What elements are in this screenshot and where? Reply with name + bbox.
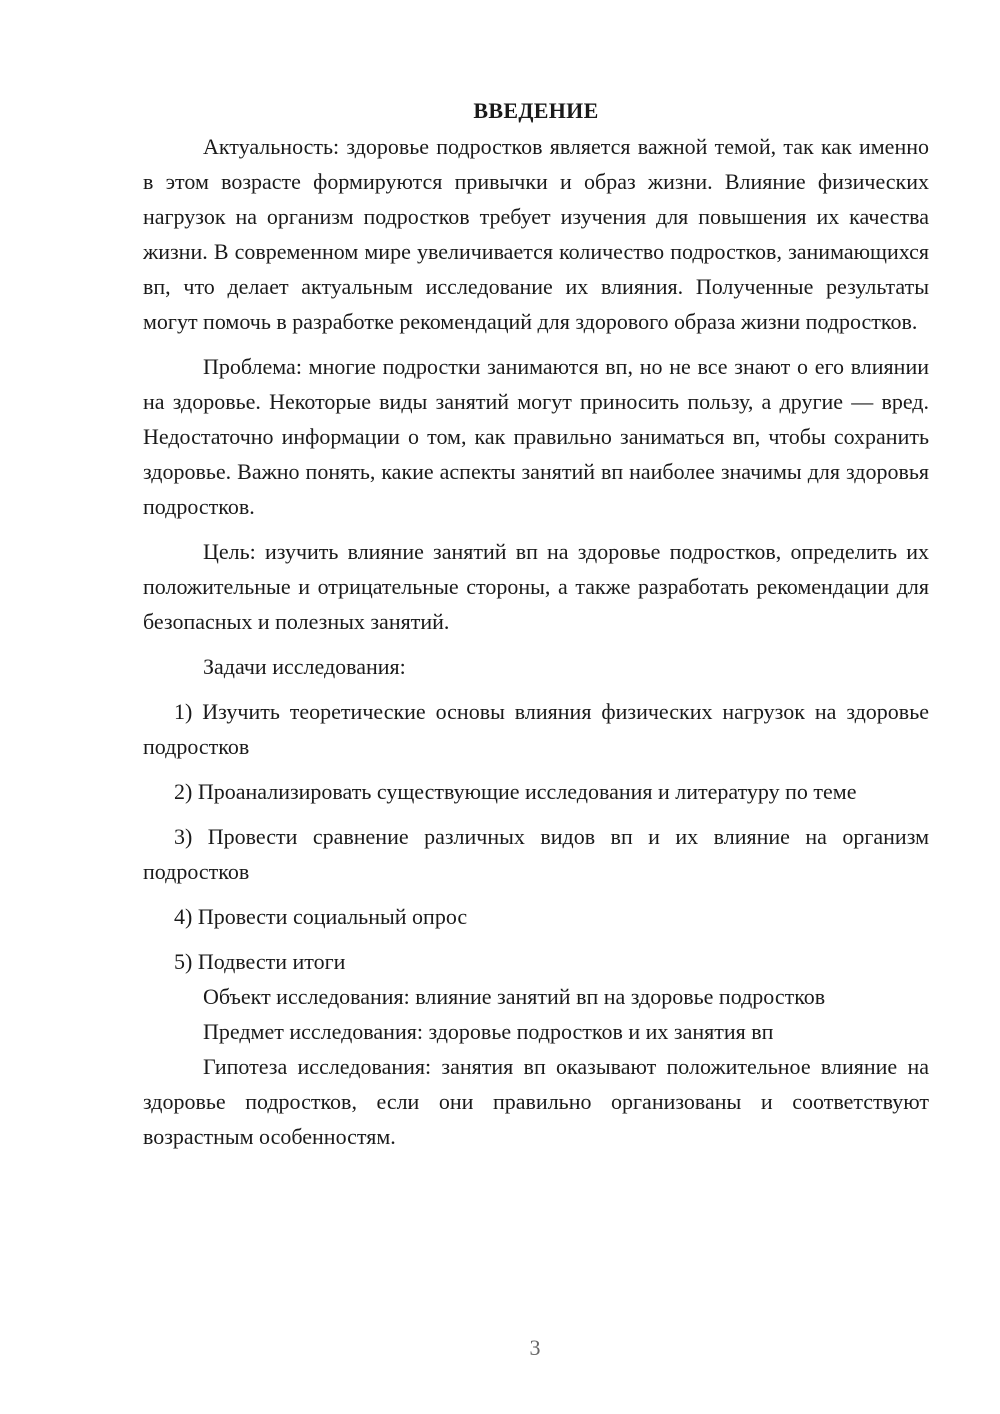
task-item-4: 4) Провести социальный опрос (174, 904, 468, 929)
task-item-1: 1) Изучить теоретические основы влияния физических нагрузок на здоровье подростков (143, 699, 929, 759)
relevance-paragraph: Актуальность: здоровье подростков является важной темой, так как именно в этом возрасте формируются привычки и образ жизни. Влияние физических нагрузок на организм подростков требует изучения для повышения их качества жизни. В современном мире увеличивается количество подростков, занимающихся вп, что делает актуальным исследование их влияния. Полученные результаты могут помочь в разработке рекомендаций для здорового образа жизни подростков. (143, 134, 929, 334)
problem-paragraph: Проблема: многие подростки занимаются вп, но не все знают о его влиянии на здоровье. Некоторые виды занятий могут приносить пользу, а другие — вред. Недостаточно информации о том, как правильно заниматься вп, чтобы сохранить здоровье. Важно понять, какие аспекты занятий вп наиболее значимы для здоровья подростков. (143, 354, 929, 519)
object-paragraph: Объект исследования: влияние занятий вп на здоровье подростков (203, 984, 826, 1009)
goal-paragraph: Цель: изучить влияние занятий вп на здоровье подростков, определить их положительные и отрицательные стороны, а также разработать рекомендации для безопасных и полезных занятий. (143, 539, 929, 634)
task-item-3: 3) Провести сравнение различных видов вп и их влияние на организм подростков (143, 824, 929, 884)
tasks-list (143, 694, 929, 979)
tasks-title: Задачи исследования: (203, 654, 406, 679)
document-page (143, 95, 929, 1154)
task-item-5: 5) Подвести итоги (174, 949, 346, 974)
page-number: 3 (529, 1335, 541, 1360)
task-item-2: 2) Проанализировать существующие исследования и литературу по теме (174, 779, 857, 804)
hypothesis-paragraph: Гипотеза исследования: занятия вп оказывают положительное влияние на здоровье подростков, если они правильно организованы и соответствуют возрастным особенностям. (143, 1054, 929, 1149)
page-heading: ВВЕДЕНИЕ (473, 98, 599, 123)
subject-paragraph: Предмет исследования: здоровье подростков и их занятия вп (203, 1019, 774, 1044)
